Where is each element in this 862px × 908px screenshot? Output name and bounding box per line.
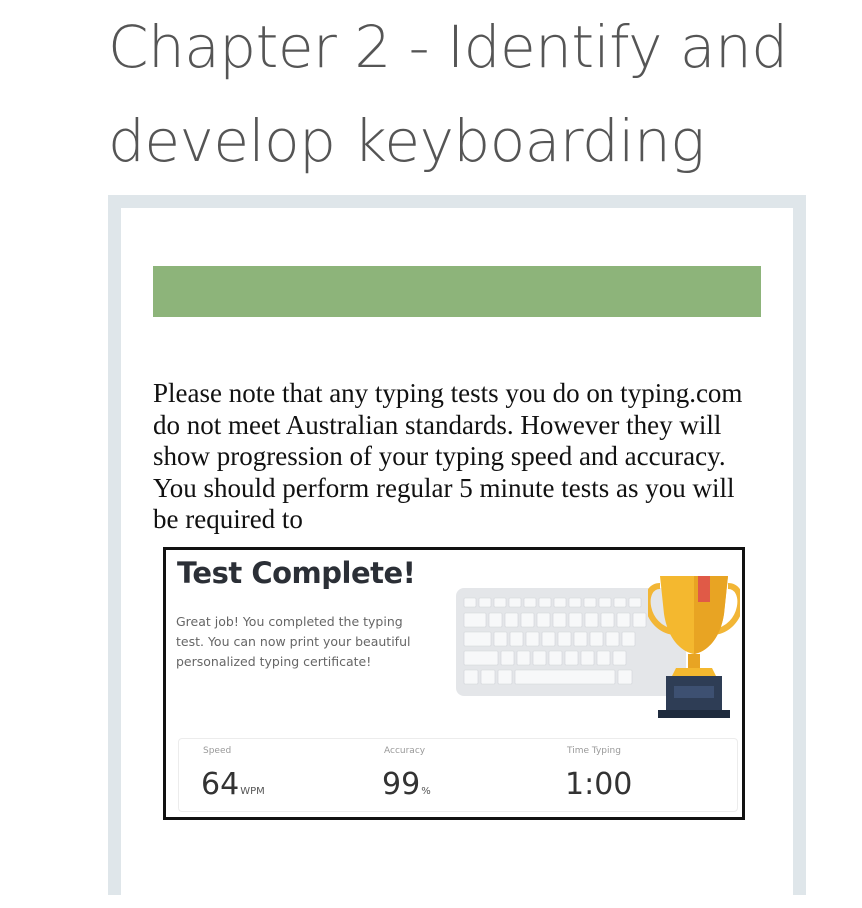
accuracy-value: [382, 767, 431, 802]
stats-panel: [178, 738, 738, 812]
speed-unit: WPM: [240, 786, 265, 797]
test-complete-message: Great job! You completed the typing test. You can now print your beautiful personalized typing certificate!: [176, 614, 411, 669]
speed-number: 64: [201, 767, 240, 802]
test-complete-image: [163, 547, 745, 820]
speed-value: [201, 767, 265, 802]
time-label: Time Typing: [567, 746, 621, 756]
typing-note: Please note that any typing tests you do on typing.com do not meet Australian standards. However they will show progression of your typing speed and accuracy. You should perform regular 5 minute tests as you will be required to: [153, 378, 743, 534]
test-complete-title: Test Complete!: [177, 556, 416, 590]
page-title: Chapter 2 - Identify and develop keyboarding: [108, 13, 788, 175]
speed-label: Speed: [203, 746, 232, 756]
accuracy-unit: %: [421, 786, 431, 797]
accuracy-number: 99: [382, 767, 421, 802]
green-banner: [153, 266, 761, 317]
accuracy-label: Accuracy: [384, 746, 426, 756]
trophy-icon: [648, 570, 740, 720]
time-value: 1:00: [565, 767, 633, 802]
